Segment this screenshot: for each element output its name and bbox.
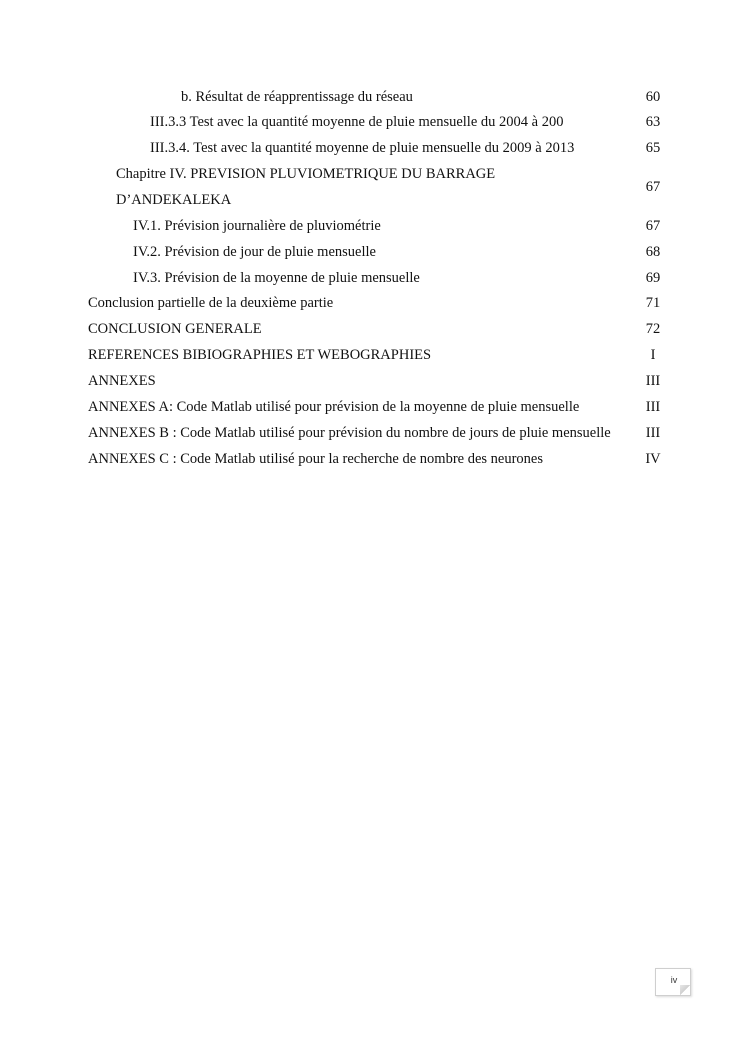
page-curl-icon bbox=[680, 985, 690, 995]
toc-entry-page: III bbox=[645, 399, 661, 415]
toc-entry-label: ANNEXES A: Code Matlab utilisé pour prévision de la moyenne de pluie mensuelle bbox=[88, 399, 580, 415]
toc-entry-page: 60 bbox=[645, 89, 661, 105]
toc-entry-label-line1: Chapitre IV. PREVISION PLUVIOMETRIQUE DU BARRAGE bbox=[116, 166, 496, 182]
toc-entry-label: ANNEXES bbox=[88, 373, 156, 389]
toc-entry-page: 69 bbox=[645, 270, 661, 286]
toc-entry-iii-3-4 bbox=[0, 135, 744, 161]
toc-entry-references bbox=[0, 342, 744, 368]
toc-entry-label: ANNEXES C : Code Matlab utilisé pour la recherche de nombre des neurones bbox=[88, 451, 544, 467]
toc-entry-page: III bbox=[645, 373, 661, 389]
toc-entry-page: 65 bbox=[645, 140, 661, 156]
toc-entry-conclusion-partielle bbox=[0, 290, 744, 316]
toc-entry-iv-2 bbox=[0, 239, 744, 265]
toc-entry-conclusion-generale bbox=[0, 316, 744, 342]
toc-entry-annexes-a bbox=[0, 394, 744, 420]
toc-entry-page: 67 bbox=[645, 179, 661, 195]
toc-entry-annexes-c bbox=[0, 446, 744, 472]
toc-entry-annexes bbox=[0, 368, 744, 394]
toc-entry-label: REFERENCES BIBIOGRAPHIES ET WEBOGRAPHIES bbox=[88, 347, 432, 363]
toc-entry-page: IV bbox=[645, 451, 661, 467]
toc-entry-label: IV.2. Prévision de jour de pluie mensuelle bbox=[133, 244, 376, 260]
toc-entry-iv-3 bbox=[0, 265, 744, 291]
page-number-footer bbox=[655, 968, 691, 996]
toc-entry-chapitre-iv bbox=[0, 161, 744, 213]
toc-entry-label: Conclusion partielle de la deuxième partie bbox=[88, 295, 334, 311]
toc-entry-page: 71 bbox=[645, 295, 661, 311]
toc-entry-label-line2: D’ANDEKALEKA bbox=[116, 192, 232, 208]
toc-entry-label: CONCLUSION GENERALE bbox=[88, 321, 262, 337]
toc-entry-page: 63 bbox=[645, 114, 661, 130]
toc-entry-resultat-reapprentissage bbox=[0, 84, 744, 110]
toc-entry-label: IV.1. Prévision journalière de pluviométrie bbox=[133, 218, 381, 234]
toc-entry-label: b. Résultat de réapprentissage du réseau bbox=[181, 89, 413, 105]
toc-entry-label: IV.3. Prévision de la moyenne de pluie mensuelle bbox=[133, 270, 420, 286]
toc-entry-label: III.3.4. Test avec la quantité moyenne de pluie mensuelle du 2009 à 2013 bbox=[150, 140, 575, 156]
toc-entry-page: I bbox=[650, 347, 656, 363]
toc-entry-page: III bbox=[645, 425, 661, 441]
toc-entry-annexes-b bbox=[0, 420, 744, 446]
toc-entry-page: 67 bbox=[645, 218, 661, 234]
toc-entry-iii-3-3 bbox=[0, 109, 744, 135]
toc-entry-page: 68 bbox=[645, 244, 661, 260]
toc-entry-label: ANNEXES B : Code Matlab utilisé pour prévision du nombre de jours de pluie mensuelle bbox=[88, 425, 611, 441]
toc-entry-iv-1 bbox=[0, 213, 744, 239]
toc-entry-label: III.3.3 Test avec la quantité moyenne de pluie mensuelle du 2004 à 200 bbox=[150, 114, 564, 130]
toc-entry-page: 72 bbox=[645, 321, 661, 337]
page-number: iv bbox=[670, 975, 678, 985]
